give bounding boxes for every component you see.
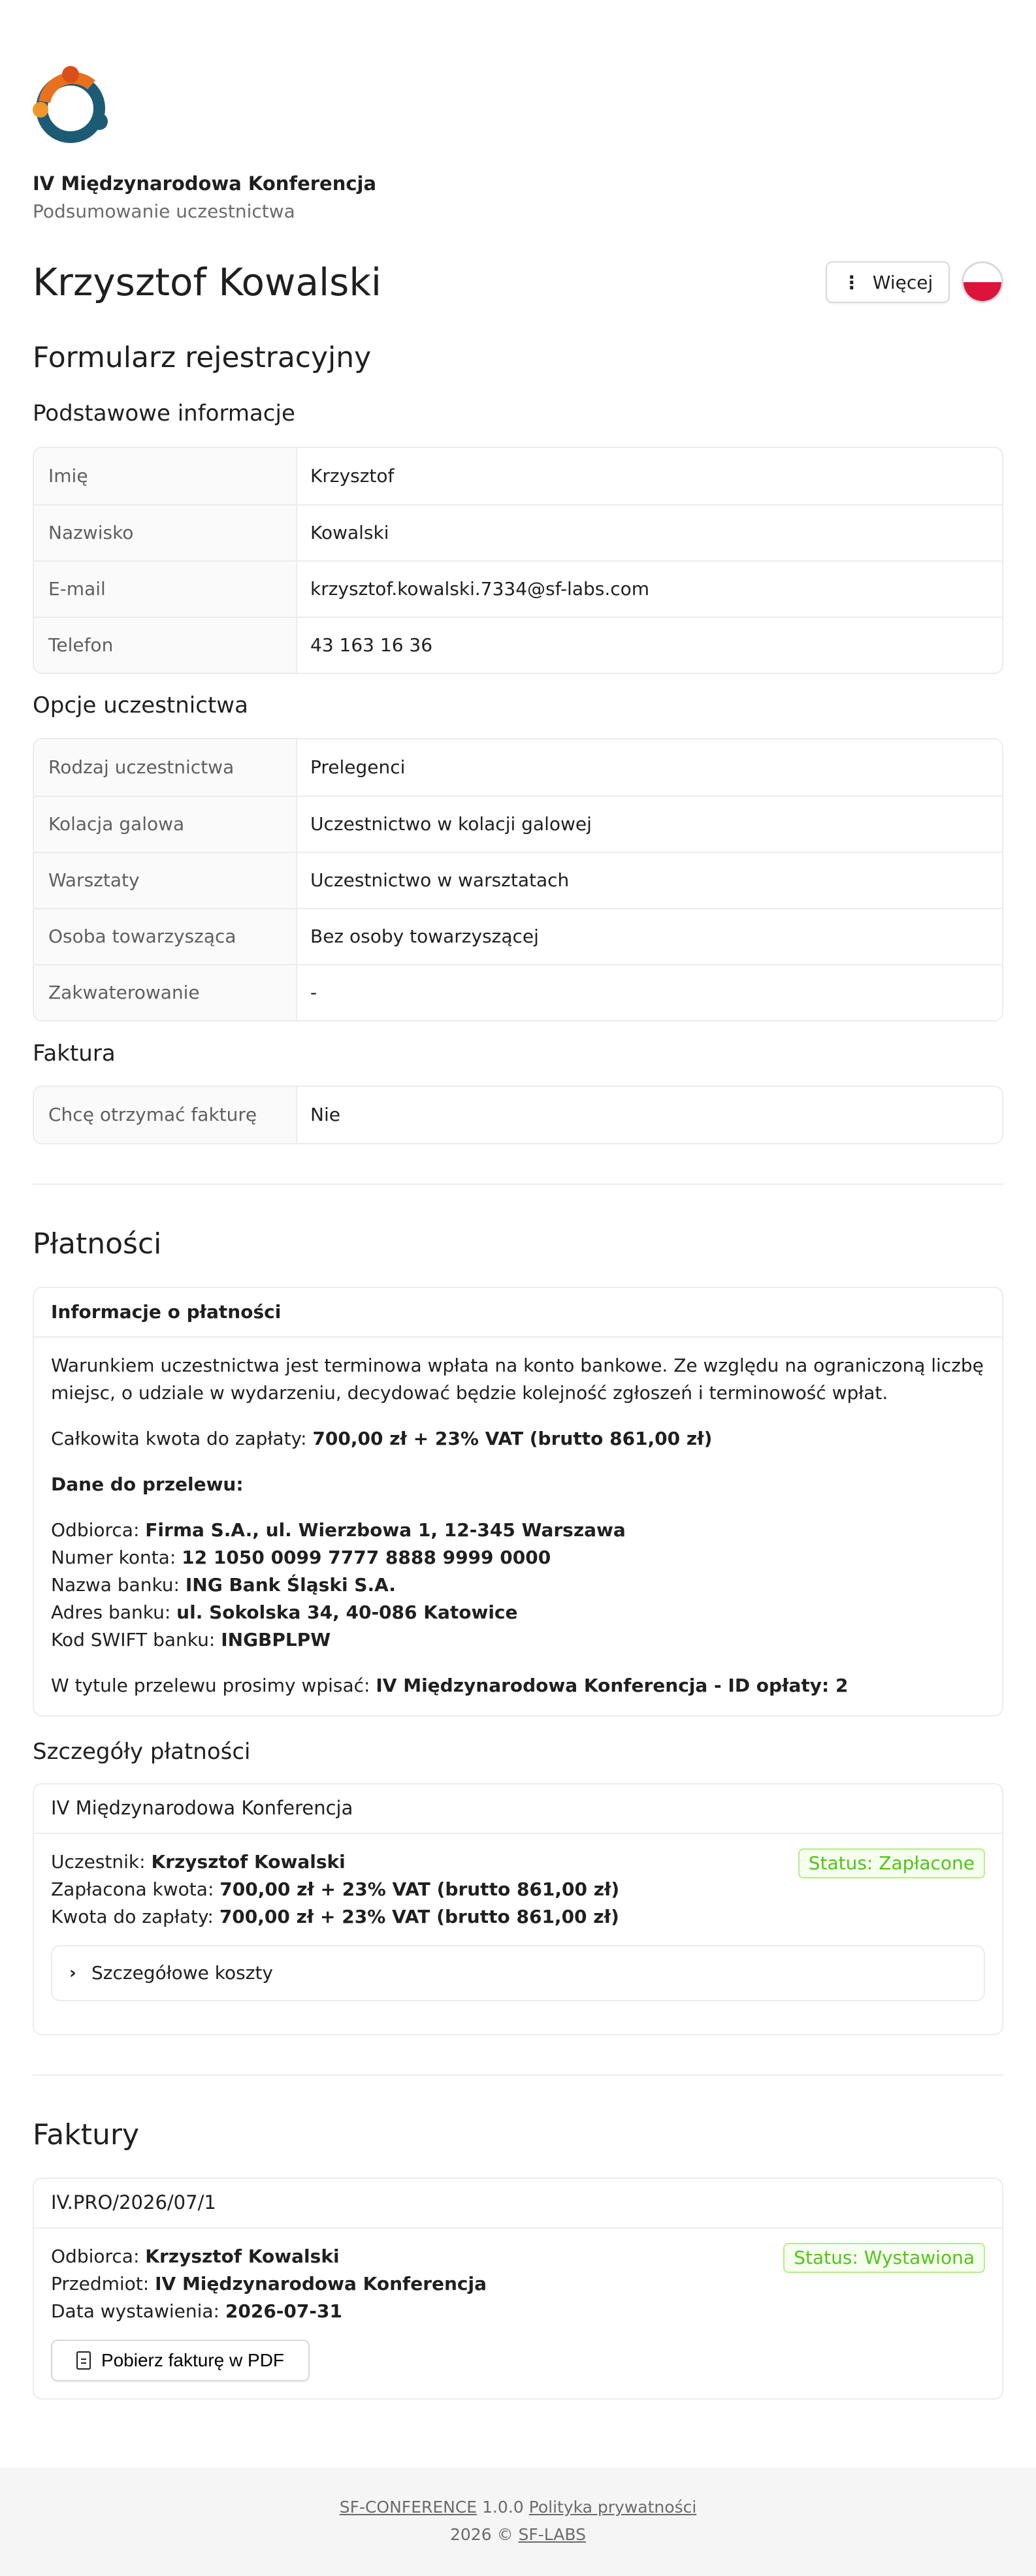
- row-value: Nie: [310, 1104, 340, 1125]
- row-value: Bez osoby towarzyszącej: [310, 926, 539, 947]
- invoices-title: Faktury: [33, 2118, 139, 2151]
- download-pdf-label: Pobierz fakturę w PDF: [101, 2350, 285, 2370]
- row-label: Warsztaty: [34, 853, 297, 908]
- flag-poland-icon[interactable]: [962, 261, 1003, 303]
- row-label: Osoba towarzysząca: [34, 909, 297, 964]
- status-badge: Status: Wystawiona: [783, 2243, 985, 2273]
- table-row: [34, 617, 1002, 673]
- conference-logo-icon: [33, 65, 108, 145]
- invoice-recipient: Odbiorca: Krzysztof Kowalski: [51, 2246, 340, 2267]
- row-value: Krzysztof: [310, 465, 395, 487]
- table-row: [34, 560, 1002, 617]
- payment-details-card-title: IV Międzynarodowa Konferencja: [34, 1784, 1002, 1834]
- footer-line-2: [0, 2521, 1036, 2549]
- row-label: Zakwaterowanie: [34, 965, 297, 1020]
- payment-participant: Uczestnik: Krzysztof Kowalski: [51, 1851, 346, 1873]
- table-row: [34, 908, 1002, 964]
- transfer-title: W tytule przelewu prosimy wpisać: IV Międzynarodowa Konferencja - ID opłaty: 2: [51, 1675, 849, 1696]
- footer: [0, 2468, 1036, 2576]
- row-value: krzysztof.kowalski.7334@sf-labs.com: [310, 578, 650, 600]
- cost-breakdown-toggle[interactable]: [51, 1945, 985, 2001]
- row-label: Telefon: [34, 618, 297, 673]
- payment-details-body: [34, 1834, 1002, 2017]
- row-label: Chcę otrzymać fakturę: [34, 1087, 297, 1143]
- status-badge: Status: Zapłacone: [798, 1848, 985, 1878]
- row-value: Uczestnictwo w warsztatach: [310, 869, 570, 891]
- table-row: [34, 504, 1002, 560]
- options-title: Opcje uczestnictwa: [33, 692, 248, 718]
- privacy-link[interactable]: Polityka prywatności: [528, 2498, 697, 2517]
- invoice-title: Faktura: [33, 1040, 116, 1067]
- footer-line-1: [0, 2494, 1036, 2521]
- row-label: Nazwisko: [34, 506, 297, 560]
- transfer-details: Odbiorca: Firma S.A., ul. Wierzbowa 1, 12-345 Warszawa Numer konta: 12 1050 0099 7777 8888 9999 0000 Nazwa banku: ING Bank Śląski S.A. Adres banku: ul. Sokolska 34, 40-086 Katowice Kod SWIFT banku: INGBPLPW: [51, 1519, 626, 1650]
- row-value: -: [310, 982, 317, 1003]
- invoice-card: [33, 2178, 1003, 2400]
- more-button[interactable]: [826, 261, 950, 303]
- page-subtitle: Podsumowanie uczestnictwa: [33, 201, 295, 222]
- payments-title: Płatności: [33, 1227, 162, 1261]
- participant-name: Krzysztof Kowalski: [33, 260, 382, 304]
- payment-total: Całkowita kwota do zapłaty: 700,00 zł + 23% VAT (brutto 861,00 zł): [51, 1428, 713, 1449]
- payment-paid-amount: Zapłacona kwota: 700,00 zł + 23% VAT (brutto 861,00 zł): [51, 1878, 620, 1900]
- payment-info-card: [33, 1287, 1003, 1716]
- options-table: [33, 738, 1003, 1022]
- payment-intro: Warunkiem uczestnictwa jest terminowa wpłata na konto bankowe. Ze względu na ograniczoną liczbę miejsc, o udziale w wydarzeniu, decydować będzie kolejność zgłoszeń i terminowość wpłat.: [51, 1355, 984, 1404]
- conference-title: IV Międzynarodowa Konferencja: [33, 172, 377, 195]
- download-pdf-button[interactable]: [51, 2340, 310, 2381]
- row-value: Uczestnictwo w kolacji galowej: [310, 813, 592, 835]
- payment-due-amount: Kwota do zapłaty: 700,00 zł + 23% VAT (brutto 861,00 zł): [51, 1906, 619, 1927]
- row-label: Imię: [34, 448, 297, 504]
- table-row: [34, 448, 1002, 504]
- basic-info-table: [33, 447, 1003, 674]
- row-label: E-mail: [34, 562, 297, 617]
- invoice-table: [33, 1086, 1003, 1144]
- table-row: [34, 1087, 1002, 1143]
- basic-info-title: Podstawowe informacje: [33, 400, 295, 427]
- table-row: [34, 739, 1002, 796]
- file-pdf-icon: [76, 2351, 91, 2370]
- invoice-subject: Przedmiot: IV Międzynarodowa Konferencja: [51, 2273, 487, 2294]
- invoice-date: Data wystawienia: 2026-07-31: [51, 2300, 342, 2322]
- chevron-right-icon: ›: [69, 1963, 76, 1983]
- row-value: 43 163 16 36: [310, 634, 433, 656]
- copyright: 2026 ©: [450, 2525, 513, 2544]
- company-link[interactable]: SF-LABS: [518, 2525, 586, 2544]
- payment-info-body: [34, 1338, 1002, 1715]
- row-value: Kowalski: [310, 522, 389, 543]
- table-row: [34, 964, 1002, 1020]
- section-divider: [33, 2074, 1003, 2076]
- invoice-number: IV.PRO/2026/07/1: [34, 2179, 1002, 2229]
- table-row: [34, 796, 1002, 852]
- invoice-body: [34, 2229, 1002, 2397]
- app-version: 1.0.0: [482, 2498, 524, 2517]
- payment-info-title: Informacje o płatności: [34, 1288, 1002, 1338]
- row-label: Rodzaj uczestnictwa: [34, 739, 297, 796]
- transfer-heading: Dane do przelewu:: [51, 1473, 244, 1495]
- table-row: [34, 852, 1002, 908]
- registration-title: Formularz rejestracyjny: [33, 341, 372, 374]
- more-vertical-icon: ⋮: [842, 271, 861, 293]
- section-divider: [33, 1183, 1003, 1185]
- row-label: Kolacja galowa: [34, 797, 297, 852]
- row-value: Prelegenci: [310, 756, 406, 778]
- app-link[interactable]: SF-CONFERENCE: [339, 2498, 478, 2517]
- payment-details-title: Szczegóły płatności: [33, 1739, 251, 1765]
- payment-details-card: [33, 1783, 1003, 2035]
- cost-breakdown-label: Szczegółowe koszty: [91, 1962, 273, 1984]
- more-button-label: Więcej: [872, 271, 933, 293]
- participant-header: [33, 256, 1003, 308]
